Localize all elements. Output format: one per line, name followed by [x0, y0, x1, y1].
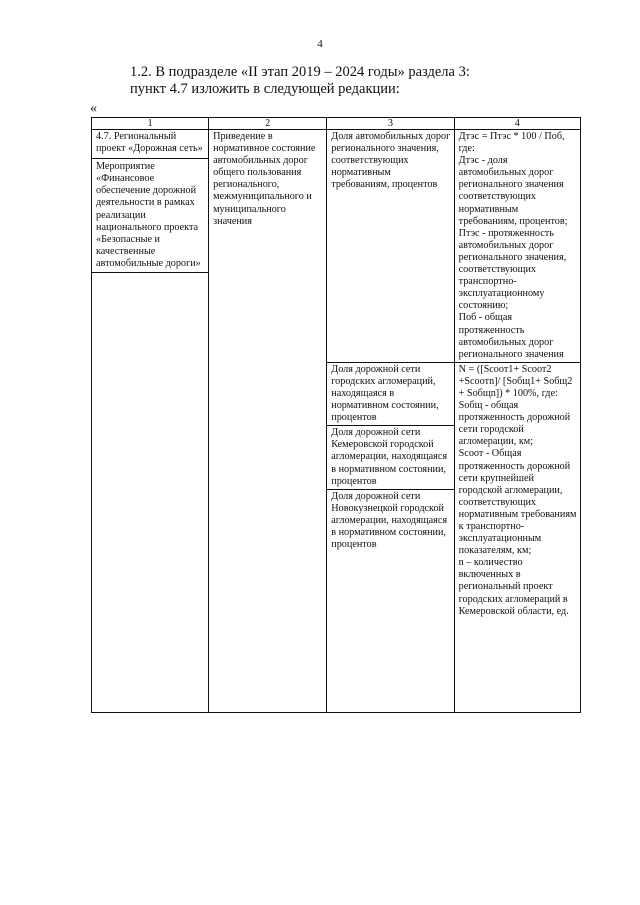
goal-cell: Приведение в нормативное состояние автомобильных дорог общего пользования регионального, межмуниципального и муниципального значения — [209, 130, 327, 713]
page-number: 4 — [317, 38, 323, 50]
opening-quote: « — [90, 101, 97, 116]
indicator-2c-name: Доля дорожной сети Новокузнецкой городской агломерации, находящаяся в нормативном состоянии, процентов — [327, 489, 454, 712]
indicator-1-name: Доля автомобильных дорог регионального значения, соответствующих нормативным требованиям, процентов — [327, 130, 454, 363]
indicator-2a-name: Доля дорожной сети городских агломераций, находящаяся в нормативном состоянии, процентов — [327, 362, 454, 425]
formula-1-line-3: Птэс - протяженность автомобильных дорог регионального значения, соответствующих транспортно-эксплуатационному состоянию; — [458, 227, 567, 312]
indicator-2-formula — [454, 362, 580, 712]
project-cell — [92, 130, 209, 713]
formula-2-line-2: Sобщ - общая протяженность дорожной сети городской агломерации, км; — [458, 400, 571, 448]
header-col-2: 2 — [209, 118, 327, 130]
intro-text — [130, 64, 610, 98]
formula-1-line-1: Дтэс = Птэс * 100 / Поб, где: — [458, 131, 565, 155]
indicator-2b-name: Доля дорожной сети Кемеровской городской агломерации, находящаяся в нормативном состоянии, процентов — [327, 426, 454, 489]
intro-line-1: 1.2. В подразделе «II этап 2019 – 2024 годы» раздела 3: — [130, 64, 470, 80]
formula-1-line-2: Дтэс - доля автомобильных дорог регионального значения соответствующих нормативным требованиям, процентов; — [458, 155, 568, 227]
activity-box: Мероприятие «Финансовое обеспечение дорожной деятельности в рамках реализации национального проекта «Безопасные и качественные автомобильные дороги» — [91, 158, 209, 273]
formula-2-line-4: n – количество включенных в региональный проект городских агломераций в Кемеровской области, ед. — [458, 557, 569, 617]
formula-2-line-1: N = ([Sсоот1+ Sсоот2 +Sсоотn]/ [Sобщ1+ Sобщ2 + Sобщn]) * 100%, где: — [458, 363, 573, 399]
project-title: 4.7. Региональный проект «Дорожная сеть» — [96, 131, 203, 155]
formula-1-line-4: Поб - общая протяженность автомобильных дорог регионального значения — [458, 312, 564, 360]
table-row-indicator-1 — [92, 130, 581, 363]
intro-line-2: пункт 4.7 изложить в следующей редакции: — [130, 81, 400, 97]
program-table — [91, 117, 581, 713]
indicator-1-formula — [454, 130, 580, 363]
header-col-1: 1 — [92, 118, 209, 130]
formula-2-line-3: Sсоот - Общая протяженность дорожной сети крупнейшей городской агломерации, соответствующих нормативным требованиям к транспортно-эксплуатационным показателям, км; — [458, 448, 577, 557]
table-header-row — [92, 118, 581, 130]
header-col-4: 4 — [454, 118, 580, 130]
header-col-3: 3 — [327, 118, 454, 130]
